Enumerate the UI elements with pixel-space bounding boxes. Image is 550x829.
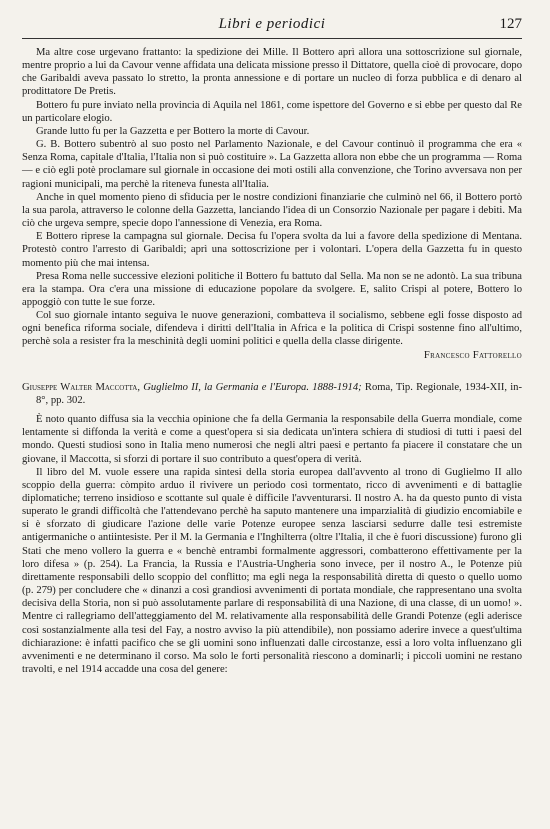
running-header — [22, 14, 522, 39]
paragraph: Col suo giornale intanto seguiva le nuove generazioni, combatteva il socialismo, sebbene egli fosse disposto ad ogni benefica riforma sociale, difendeva i diritti dell'Italia in Africa e la politica di Crispi sostenne fino all'ultimo, perchè sola a resister fra la meschinità degli uomini politici e quella della classe dirigente. — [22, 310, 522, 348]
paragraph: Il libro del M. vuole essere una rapida sintesi della storia europea dall'avvento al trono di Guglielmo II allo scoppio della guerra: còmpito arduo il rivivere un periodo così tormentato, ricco di avvenimenti e di battaglie diplomatiche; terreno insidioso e scottante sul quale è difficile l'avventurarsi. Il nostro A. ha da questo punto di vista superato le grandi difficoltà che l'attendevano perchè ha saputo mantenere una imparzialità di giudizio encomiabile e si è sforzato di giudicare l'azione delle varie Potenze europee senza lasciarsi sedurre dalle tesi estremiste antigermaniche o antiintesiste. Per il M. la Germania e l'Inghilterra (oltre l'Italia, il che è fuori discussione) furono gli Stati che meno vollero la guerra e « benchè entrambi formalmente aggressori, combatterono effettivamente per la loro difesa » (p. 254). La Francia, la Russia e l'Austria-Ungheria sono invece, per il nostro A., le Potenze più direttamente responsabili dello scoppio del conflitto; ma egli nega la responsabilità diretta di questo o quello uomo (p. 279) per concludere che « dinanzi a così grandiosi avvenimenti di portata mondiale, che rappresentano una svolta decisiva della Storia, non si può assolutamente parlare di responsabilità di una Nazione, di una classe, di un uomo! ». Mentre ci rallegriamo dell'atteggiamento del M. relativamente alla responsabilità delle Grandi Potenze (egli aderisce così sostanzialmente alla tesi del Fay, a nostro avviso la più attendibile), non possiamo aderire invece a quest'ultima dichiarazione: è infatti pacifico che se gli uomini sono influenzati dalle circostanze, essi a loro volta influenzano gli avvenimenti e ne determinano il corso. Ma solo le forti personalità riescono a dominarli; i piccoli uomini ne restano travolti, e nel 1914 accadde una cosa del genere: — [22, 466, 522, 676]
running-title: Libri e periodici — [218, 16, 326, 32]
page-body — [22, 46, 522, 676]
paragraph: Presa Roma nelle successive elezioni politiche il Bottero fu battuto dal Sella. Ma non se ne adontò. La sua tribuna era la stampa. Ora c'era una missione di educazione popolare da svolgere. E, salito Crispi al potere, Bottero lo appoggiò con tutte le sue forze. — [22, 270, 522, 308]
paragraph: Ma altre cose urgevano frattanto: la spedizione dei Mille. Il Bottero aprì allora una sottoscrizione sul giornale, mentre proprio a lui da Cavour venne affidata una delicata missione presso il Dittatore, quella cioè di provocare, dopo che Garibaldi aveva passato lo stretto, la pronta annessione e di portare un nucleo di forza pubblica e di denaro al prodittatore De Pretis. — [22, 47, 522, 98]
reviewer-signature: Francesco Fattorello — [423, 349, 522, 361]
paragraph: G. B. Bottero subentrò al suo posto nel Parlamento Nazionale, e del Cavour continuò il programma che era « Senza Roma, capitale d'Italia, l'Italia non si può costituire ». La Gazzetta allora non ebbe che un programma — Roma — e ciò egli potè proclamare sul giornale in occasione dei moti ostili alla convenzione, che Torino avversava non per ragioni municipali, ma perchè la riteneva funesta all'Italia. — [22, 139, 522, 190]
paragraph: Grande lutto fu per la Gazzetta e per Bottero la morte di Cavour. — [36, 125, 310, 137]
paragraph: È noto quanto diffusa sia la vecchia opinione che fa della Germania la responsabile della Guerra mondiale, come lentamente si diffonda la verità e come a quest'opera si sia dedicata un'intera schiera di studiosi di tutti i paesi del mondo. Questi studiosi sono in Italia meno numerosi che negli altri paesi e pertanto fa piacere il constatare che un giovane, il Maccotta, si sforzi di portare il suo contributo a quest'opera di verità. — [22, 414, 522, 465]
book-citation — [22, 381, 522, 407]
book-publication: Roma, Tip. Regionale, 1934-XII, in-8°, pp. 302. — [36, 381, 522, 406]
review-maccotta — [22, 381, 522, 676]
book-author: Giuseppe Walter Maccotta, — [22, 381, 141, 393]
page-number: 127 — [499, 16, 522, 32]
paragraph: E Bottero riprese la campagna sul giornale. Decisa fu l'opera svolta da lui a favore della spedizione di Mentana. Protestò contro l'arresto di Garibaldi; aprì una sottoscrizione per i volontari. L'opera della Gazzetta fu in questo momento più che mai intensa. — [22, 231, 522, 269]
paragraph: Bottero fu pure inviato nella provincia di Aquila nel 1861, come ispettore del Governo e si ebbe per questo dal Re un particolare elogio. — [22, 99, 522, 124]
article-bottero — [22, 46, 522, 362]
paragraph: Anche in quel momento pieno di sfiducia per le nostre condizioni finanziarie che culminò nel 66, il Bottero portò la sua parola, attraverso le colonne della Gazzetta, lanciando l'idea di un Consorzio Nazionale per pagare i debiti. Ma ciò che urgeva sempre, specie dopo l'annessione di Venezia, era Roma. — [22, 191, 522, 230]
book-title: Guglielmo II, la Germania e l'Europa. 1888-1914; — [143, 381, 362, 393]
